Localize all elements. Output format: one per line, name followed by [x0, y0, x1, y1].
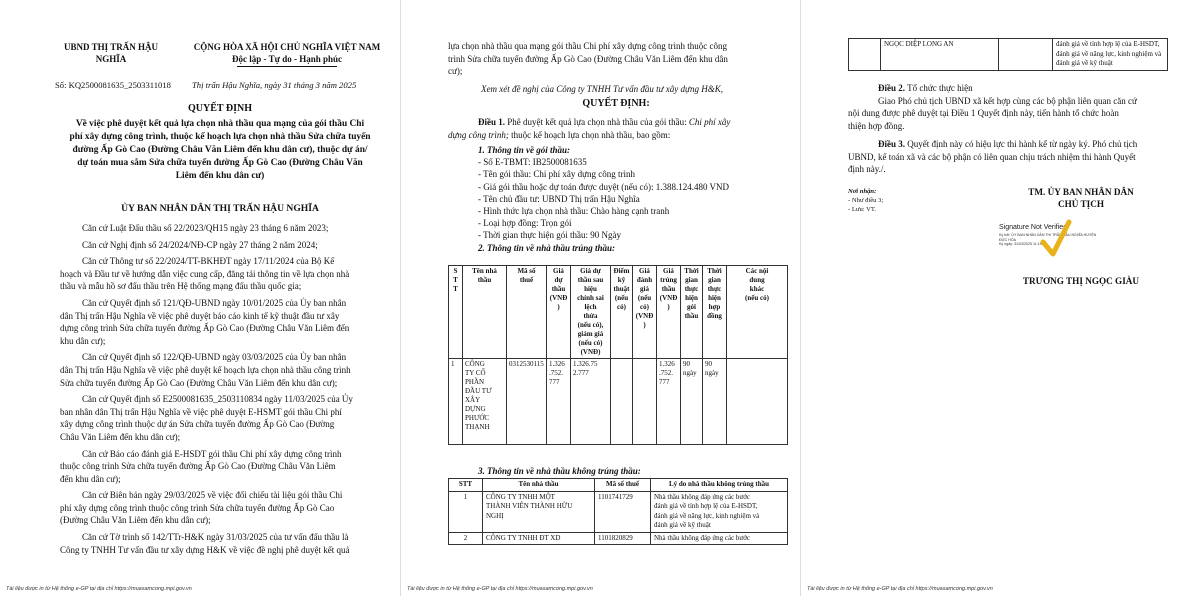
- signature-status: Signature Not Verified: [999, 224, 1068, 231]
- table-header-cell: Giá đánh giá (nếu có) (VNĐ ): [633, 266, 657, 359]
- winning-bidder-table: [448, 265, 788, 445]
- legal-bases: [60, 222, 390, 556]
- basis-item: Căn cứ Báo cáo đánh giá E-HSDT gói thầu Chi phí xây dựng công trình thuộc công trình Sửa chữa tuyến đường Ấp Gò Cao (Đường Châu Văn Liêm đến khu dân cư);: [60, 448, 342, 484]
- losing-bidders-table: [448, 478, 788, 545]
- place-date: Thị trấn Hậu Nghĩa, ngày 31 tháng 3 năm 2025: [192, 80, 357, 90]
- table-header-cell: Tên nhà thầu: [463, 266, 507, 359]
- basis-item: Căn cứ Biên bản ngày 29/03/2025 về việc đối chiếu tài liệu gói thầu Chi phí xây dựng công trình thuộc công trình Sửa chữa tuyến đường Ấp Gò Cao (Đường Châu Văn Liêm đến khu dân cư);: [60, 490, 343, 526]
- document-page-2: [400, 0, 800, 596]
- decide-heading: QUYẾT ĐỊNH:: [582, 98, 650, 109]
- package-info: 1. Thông tin về gói thầu: - Số E-TBMT: IB2500081635 - Tên gói thầu: Chi phí xây dựng công trình - Giá gói thầu hoặc dự toán được duyệt (nếu có): 1.388.124.480 VND - Tên chủ đầu tư: UBND Thị trấn Hậu Nghĩa - Hình thức lựa chọn nhà thầu: Chào hàng cạnh tranh - Loại hợp đồng: Trọn gói - Thời gian thực hiện gói thầu: 90 Ngày 2. Thông tin về nhà thầu trúng thầu:: [478, 145, 730, 253]
- signer-name: TRƯƠNG THỊ NGỌC GIÀU: [1022, 276, 1140, 286]
- table-cell: 1.326 .752. 777: [547, 359, 571, 445]
- table-cell: 90 ngày: [703, 359, 727, 445]
- table-cell: 1.326 .752. 777: [657, 359, 681, 445]
- signature-title: TM. ỦY BAN NHÂN DÂN CHỦ TỊCH: [1028, 187, 1134, 209]
- table-row: 1 CÔNG TY TNHH MỘT THÀNH VIÊN THÀNH HỮU NGHỊ 1101741729 Nhà thầu không đáp ứng các bước đánh giá về tính hợp lệ của E-HSDT, đánh giá về năng lực, kinh nghiệm và đánh giá về kỹ thuật: [449, 491, 788, 532]
- bidder-reason: đánh giá về tính hợp lệ của E-HSDT, đánh giá về năng lực, kinh nghiệm và đánh giá về kỹ thuật: [1053, 39, 1168, 71]
- table-cell: 90 ngày: [681, 359, 703, 445]
- table-row: NGỌC DIỆP LONG AN đánh giá về tính hợp lệ của E-HSDT, đánh giá về năng lực, kinh nghiệm và đánh giá về kỹ thuật: [849, 39, 1168, 71]
- table-cell: [633, 359, 657, 445]
- article-2: Điều 2. Tổ chức thực hiện Giao Phó chủ tịch UBND xã kết hợp cùng các bộ phận liên quan căn cứ nội dung được phê duyệt tại Điều 1 Quyết định này, tiến hành tổ chức hoàn thiện hợp đồng.: [848, 83, 1137, 131]
- basis-item: Căn cứ Thông tư số 22/2024/TT-BKHĐT ngày 17/11/2024 của Bộ Kế hoạch và Đầu tư về hướng dẫn việc cung cấp, đăng tải thông tin về lựa chọn nhà thầu và mẫu hồ sơ đấu thầu trên Hệ thống mạng đấu thầu quốc gia;: [60, 256, 350, 292]
- document-page-3: [800, 0, 1200, 596]
- table-cell: CÔNG TY CỔ PHẦN ĐẦU TƯ XÂY DỰNG PHƯỚC THẠNH: [463, 359, 507, 445]
- table-header-row: STT Tên nhà thầu Mã số thuế Lý do nhà thầu không trúng thầu: [449, 479, 788, 492]
- basis-item: Căn cứ Luật Đấu thầu số 22/2023/QH15 ngày 23 tháng 6 năm 2023;: [82, 223, 329, 233]
- article-1: Điều 1. Phê duyệt kết quả lựa chọn nhà thầu của gói thầu: Chi phí xây dựng công trình; thuộc kế hoạch lựa chọn nhà thầu, bao gồm:: [448, 117, 731, 140]
- document-number: Số: KQ2500081635_2503311018: [55, 80, 171, 90]
- table-header-cell: Giá dự thầu (VNĐ ): [547, 266, 571, 359]
- article-3: Điều 3. Quyết định này có hiệu lực thi hành kể từ ngày ký. Phó chủ tịch UBND, kế toán xã và các bộ phận có liên quan chịu trách nhiệm thi hành Quyết định này./.: [848, 139, 1138, 175]
- table-cell: 0312530115: [507, 359, 547, 445]
- table-cell: [727, 359, 788, 445]
- table-cell: 1: [449, 359, 463, 445]
- table-cell: 1.326.75 2.777: [571, 359, 611, 445]
- basis-item: Căn cứ Quyết định số 122/QĐ-UBND ngày 03/03/2025 của Ủy ban nhân dân Thị trấn Hậu Nghĩa về việc phê duyệt kế hoạch lựa chọn nhà thầu công trình Sửa chữa tuyến đường Ấp Gò Cao (Đường Châu Văn Liêm đến khu dân cư);: [60, 352, 351, 388]
- document-subject: Về việc phê duyệt kết quả lựa chọn nhà thầu qua mạng của gói thầu Chi phí xây dựng công trình, thuộc kế hoạch lựa chọn nhà thầu Sửa chữa tuyến đường Ấp Gò Cao (Đường Châu Văn Liêm đến khu dân cư), thuộc dự án/ dự toán mua sắm Sửa chữa tuyến đường Ấp Gò Cao (Đường Châu Văn Liêm đến khu dân cư): [69, 119, 371, 181]
- table-header-cell: Giá dự thầu sau hiệu chỉnh sai lệch thừa (nếu có), giảm giá (nếu có) (VNĐ): [571, 266, 611, 359]
- basis-item: Căn cứ Quyết định số 121/QĐ-UBND ngày 10/01/2025 của Ủy ban nhân dân Thị trấn Hậu Nghĩa về việc phê duyệt báo cáo kinh tế kỹ thuật đầu tư xây dựng công trình Sửa chữa tuyến đường Ấp Gò Cao (Đường Châu Văn Liêm đến khu dân cư);: [60, 297, 350, 346]
- basis-item: Căn cứ Quyết định số E2500081635_2503110834 ngày 11/03/2025 của Ủy ban nhân dân Thị trấn Hậu Nghĩa về việc phê duyệt E-HSMT gói thầu Chi phí xây dựng công trình thuộc dự án Sửa chữa tuyến đường Ấp Gò Cao (Đường Châu Văn Liêm đến khu dân cư);: [60, 394, 353, 442]
- header-underline: [237, 66, 337, 67]
- table-header-row: [449, 266, 788, 359]
- table-header-cell: S T T: [449, 266, 463, 359]
- recipients: Nơi nhận: - Như điều 3; - Lưu: VT.: [848, 188, 884, 213]
- proposal-line: Xem xét đề nghị của Công ty TNHH Tư vấn đầu tư xây dựng H&K,: [481, 84, 723, 94]
- table-header-cell: Giá trúng thầu (VNĐ ): [657, 266, 681, 359]
- basis-item: Căn cứ Nghị định số 24/2024/NĐ-CP ngày 27 tháng 2 năm 2024;: [82, 239, 318, 250]
- table-row: 2 CÔNG TY TNHH ĐT XD 1101820829 Nhà thầu không đáp ứng các bước: [449, 532, 788, 545]
- table-header-cell: Các nội dung khác (nếu có): [727, 266, 788, 359]
- document-page-1: [0, 0, 400, 596]
- page-footer: Tài liệu được in từ Hệ thống e-GP tại địa chỉ https://muasamcong.mpi.gov.vn: [6, 586, 192, 592]
- authority-heading: ỦY BAN NHÂN DÂN THỊ TRẤN HẬU NGHĨA: [121, 203, 319, 214]
- page-footer: Tài liệu được in từ Hệ thống e-GP tại địa chỉ https://muasamcong.mpi.gov.vn: [807, 586, 993, 592]
- page-footer: Tài liệu được in từ Hệ thống e-GP tại địa chỉ https://muasamcong.mpi.gov.vn: [407, 586, 593, 592]
- table-header-cell: Điểm kỹ thuật (nếu có): [611, 266, 633, 359]
- issuing-org: UBND THỊ TRẤN HẬU NGHĨA: [64, 42, 158, 64]
- national-header: CỘNG HÒA XÃ HỘI CHỦ NGHĨA VIỆT NAM Độc lập - Tự do - Hạnh phúc: [178, 41, 396, 67]
- table-row: [449, 359, 788, 445]
- digital-signature-box[interactable]: [999, 224, 1159, 264]
- losing-bidders-table-continued: [848, 38, 1168, 71]
- table-header-cell: Thời gian thực hiện gói thầu: [681, 266, 703, 359]
- basis-item: Căn cứ Tờ trình số 142/TTr-H&K ngày 31/03/2025 của tư vấn đấu thầu là Công ty TNHH Tư vấn đầu tư xây dựng H&K về việc đề nghị phê duyệt kết quả: [60, 532, 350, 555]
- document-title: QUYẾT ĐỊNH: [188, 103, 252, 114]
- bidder-name: CÔNG TY TNHH MỘT THÀNH VIÊN THÀNH HỮU NGHỊ: [483, 491, 595, 532]
- bidder-reason: Nhà thầu không đáp ứng các bước đánh giá về tính hợp lệ của E-HSDT, đánh giá về năng lực, kinh nghiệm và đánh giá về kỹ thuật: [651, 491, 788, 532]
- signature-check-icon: [1039, 218, 1073, 262]
- basis-continuation: lựa chọn nhà thầu qua mạng gói thầu Chi phí xây dựng công trình thuộc công trình Sửa chữa tuyến đường Ấp Gò Cao (Đường Châu Văn Liêm đến khu dân cư);: [448, 41, 728, 77]
- table-cell: [611, 359, 633, 445]
- losing-section-title: 3. Thông tin về nhà thầu không trúng thầu:: [478, 466, 641, 476]
- table-header-cell: Thời gian thực hiện hợp đồng: [703, 266, 727, 359]
- table-header-cell: Mã số thuế: [507, 266, 547, 359]
- signature-details: Ký bởi: ỦY BAN NHÂN DÂN THỊ TRẤN HẬU NGHĨA HUYỆN ĐỨC HÒA Ký ngày: 31/03/2025 11:19:14: [999, 233, 1097, 247]
